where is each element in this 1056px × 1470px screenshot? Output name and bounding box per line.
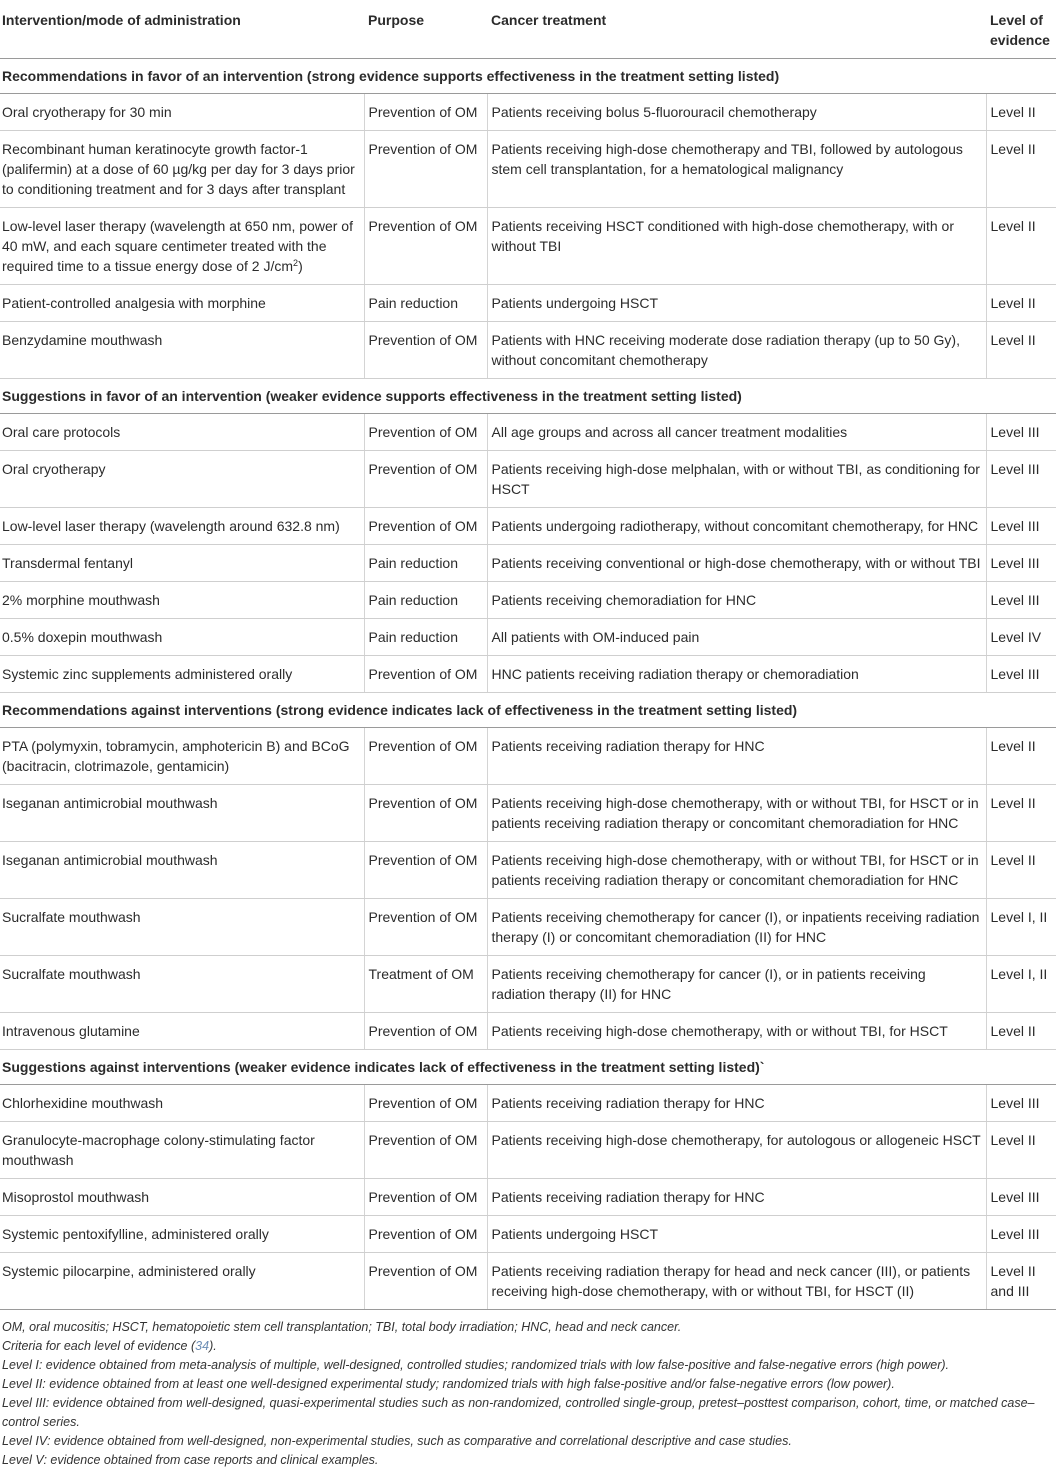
cell-purpose: Prevention of OM: [364, 656, 487, 693]
cell-cancer-treatment: Patients receiving radiation therapy for HNC: [487, 1085, 986, 1122]
table-row: [0, 451, 1056, 508]
intervention-text: Transdermal fentanyl: [2, 555, 133, 571]
table-row: [0, 131, 1056, 208]
cell-level-of-evidence: Level III: [986, 451, 1056, 508]
intervention-text: Sucralfate mouthwash: [2, 966, 141, 982]
table-row: [0, 322, 1056, 379]
cell-intervention: [0, 508, 364, 545]
cell-intervention: [0, 728, 364, 785]
footnote-level-3: Level III: evidence obtained from well-designed, quasi-experimental studies such as non-randomized, controlled single-group, pretest–posttest comparison, cohort, time, or matched case–control series.: [2, 1396, 1035, 1429]
table-row: [0, 545, 1056, 582]
section-header-row: [0, 59, 1056, 94]
intervention-superscript: 2: [293, 258, 299, 268]
cell-level-of-evidence: Level I, II: [986, 956, 1056, 1013]
table-row: [0, 1253, 1056, 1310]
intervention-text: Systemic pentoxifylline, administered orally: [2, 1226, 269, 1242]
cell-intervention: [0, 785, 364, 842]
cell-level-of-evidence: Level II: [986, 1013, 1056, 1050]
cell-intervention: [0, 619, 364, 656]
cell-purpose: Prevention of OM: [364, 785, 487, 842]
table-row: [0, 1085, 1056, 1122]
cell-purpose: Treatment of OM: [364, 956, 487, 1013]
cell-cancer-treatment: Patients with HNC receiving moderate dose radiation therapy (up to 50 Gy), without concomitant chemotherapy: [487, 322, 986, 379]
cell-cancer-treatment: Patients receiving chemoradiation for HNC: [487, 582, 986, 619]
footnote-level-5: Level V: evidence obtained from case reports and clinical examples.: [2, 1453, 379, 1467]
intervention-text: 0.5% doxepin mouthwash: [2, 629, 163, 645]
cell-intervention: [0, 1253, 364, 1310]
intervention-text: Low-level laser therapy (wavelength around 632.8 nm): [2, 518, 340, 534]
table-row: [0, 656, 1056, 693]
cell-intervention: [0, 1013, 364, 1050]
header-intervention: Intervention/mode of administration: [0, 0, 364, 59]
cell-cancer-treatment: Patients receiving HSCT conditioned with high-dose chemotherapy, with or without TBI: [487, 208, 986, 285]
cell-level-of-evidence: Level IV: [986, 619, 1056, 656]
cell-cancer-treatment: Patients undergoing HSCT: [487, 1216, 986, 1253]
intervention-text: Misoprostol mouthwash: [2, 1189, 150, 1205]
cell-purpose: Pain reduction: [364, 545, 487, 582]
intervention-text: Patient-controlled analgesia with morphine: [2, 295, 266, 311]
footnote-abbreviations: OM, oral mucositis; HSCT, hematopoietic stem cell transplantation; TBI, total body irradiation; HNC, head and neck cancer.: [2, 1320, 682, 1334]
cell-purpose: Prevention of OM: [364, 1013, 487, 1050]
cell-cancer-treatment: Patients receiving chemotherapy for cancer (I), or in patients receiving radiation therapy (II) for HNC: [487, 956, 986, 1013]
cell-purpose: Prevention of OM: [364, 1085, 487, 1122]
intervention-text: Sucralfate mouthwash: [2, 909, 141, 925]
cell-intervention: [0, 1216, 364, 1253]
table-row: [0, 956, 1056, 1013]
cell-level-of-evidence: Level II: [986, 322, 1056, 379]
header-purpose: Purpose: [364, 0, 487, 59]
cell-intervention: [0, 131, 364, 208]
cell-cancer-treatment: All patients with OM-induced pain: [487, 619, 986, 656]
intervention-text: Systemic pilocarpine, administered orally: [2, 1263, 256, 1279]
intervention-text: Oral cryotherapy: [2, 461, 106, 477]
table-row: [0, 208, 1056, 285]
cell-intervention: [0, 451, 364, 508]
cell-purpose: Prevention of OM: [364, 899, 487, 956]
cell-cancer-treatment: Patients receiving radiation therapy for HNC: [487, 1179, 986, 1216]
criteria-reference-link[interactable]: 34: [195, 1339, 210, 1353]
cell-intervention: [0, 1122, 364, 1179]
intervention-text: Benzydamine mouthwash: [2, 332, 163, 348]
cell-level-of-evidence: Level III: [986, 656, 1056, 693]
cell-level-of-evidence: Level II: [986, 285, 1056, 322]
cell-cancer-treatment: Patients receiving radiation therapy for head and neck cancer (III), or patients receiving high-dose chemotherapy, with or without TBI, for HSCT (II): [487, 1253, 986, 1310]
section-header-row: [0, 379, 1056, 414]
footnote-criteria: [2, 1337, 1054, 1356]
cell-level-of-evidence: Level II: [986, 785, 1056, 842]
section-header-row: [0, 693, 1056, 728]
cell-purpose: Prevention of OM: [364, 1216, 487, 1253]
cell-cancer-treatment: Patients undergoing HSCT: [487, 285, 986, 322]
cell-purpose: Prevention of OM: [364, 451, 487, 508]
cell-intervention: [0, 899, 364, 956]
cell-intervention: [0, 322, 364, 379]
cell-cancer-treatment: Patients receiving conventional or high-dose chemotherapy, with or without TBI: [487, 545, 986, 582]
table-row: [0, 1216, 1056, 1253]
section-title: Suggestions in favor of an intervention (weaker evidence supports effectiveness in the treatment setting listed): [0, 379, 1056, 414]
cell-cancer-treatment: All age groups and across all cancer treatment modalities: [487, 414, 986, 451]
table-row: [0, 1122, 1056, 1179]
cell-level-of-evidence: Level II: [986, 728, 1056, 785]
cell-level-of-evidence: Level III: [986, 1216, 1056, 1253]
table-row: [0, 582, 1056, 619]
table-row: [0, 1013, 1056, 1050]
cell-intervention: [0, 545, 364, 582]
cell-cancer-treatment: Patients receiving high-dose chemotherapy, with or without TBI, for HSCT or in patients receiving radiation therapy or concomitant chemoradiation for HNC: [487, 842, 986, 899]
cell-level-of-evidence: Level II: [986, 131, 1056, 208]
cell-intervention: [0, 94, 364, 131]
table-body: [0, 59, 1056, 1310]
header-level-of-evidence: Level of evidence: [986, 0, 1056, 59]
table-row: [0, 1179, 1056, 1216]
cell-level-of-evidence: Level II: [986, 94, 1056, 131]
cell-level-of-evidence: Level II: [986, 842, 1056, 899]
table-row: [0, 619, 1056, 656]
table-row: [0, 728, 1056, 785]
cell-cancer-treatment: Patients receiving high-dose melphalan, with or without TBI, as conditioning for HSCT: [487, 451, 986, 508]
table-row: [0, 842, 1056, 899]
intervention-text: Intravenous glutamine: [2, 1023, 140, 1039]
cell-purpose: Prevention of OM: [364, 1122, 487, 1179]
cell-purpose: Prevention of OM: [364, 322, 487, 379]
cell-intervention: [0, 208, 364, 285]
cell-purpose: Prevention of OM: [364, 508, 487, 545]
cell-purpose: Prevention of OM: [364, 842, 487, 899]
footnote-level-1: Level I: evidence obtained from meta-analysis of multiple, well-designed, controlled studies; randomized trials with low false-positive and false-negative errors (high power).: [2, 1358, 949, 1372]
cell-cancer-treatment: Patients receiving chemotherapy for cancer (I), or inpatients receiving radiation therapy (I) or concomitant chemoradiation (II) for HNC: [487, 899, 986, 956]
cell-level-of-evidence: Level III: [986, 1085, 1056, 1122]
intervention-text: Oral cryotherapy for 30 min: [2, 104, 172, 120]
table-row: [0, 414, 1056, 451]
intervention-text: Recombinant human keratinocyte growth factor-1 (palifermin) at a dose of 60 µg/kg per day for 3 days prior to conditioning treatment and for 3 days after transplant: [2, 141, 355, 197]
criteria-prefix: Criteria for each level of evidence (: [2, 1339, 196, 1353]
section-header-row: [0, 1050, 1056, 1085]
cell-intervention: [0, 656, 364, 693]
cell-level-of-evidence: Level II: [986, 208, 1056, 285]
cell-level-of-evidence: Level III: [986, 1179, 1056, 1216]
table-row: [0, 508, 1056, 545]
cell-level-of-evidence: Level II and III: [986, 1253, 1056, 1310]
section-title: Recommendations against interventions (strong evidence indicates lack of effectiveness in the treatment setting listed): [0, 693, 1056, 728]
cell-cancer-treatment: Patients receiving high-dose chemotherapy, for autologous or allogeneic HSCT: [487, 1122, 986, 1179]
cell-purpose: Prevention of OM: [364, 131, 487, 208]
table-row: [0, 285, 1056, 322]
intervention-text: Iseganan antimicrobial mouthwash: [2, 852, 218, 868]
cell-purpose: Pain reduction: [364, 619, 487, 656]
header-cancer-treatment: Cancer treatment: [487, 0, 986, 59]
cell-level-of-evidence: Level III: [986, 414, 1056, 451]
cell-purpose: Prevention of OM: [364, 728, 487, 785]
cell-cancer-treatment: Patients receiving high-dose chemotherapy, with or without TBI, for HSCT or in patients receiving radiation therapy or concomitant chemoradiation for HNC: [487, 785, 986, 842]
cell-purpose: Prevention of OM: [364, 94, 487, 131]
cell-intervention: [0, 285, 364, 322]
cell-intervention: [0, 582, 364, 619]
cell-level-of-evidence: Level I, II: [986, 899, 1056, 956]
cell-cancer-treatment: Patients receiving high-dose chemotherapy, with or without TBI, for HSCT: [487, 1013, 986, 1050]
intervention-text: Low-level laser therapy (wavelength at 650 nm, power of 40 mW, and each square centimeter treated with the required time to a tissue energy dose of 2 J/cm: [2, 218, 353, 274]
intervention-tail: ): [298, 258, 303, 274]
section-title: Recommendations in favor of an intervention (strong evidence supports effectiveness in the treatment setting listed): [0, 59, 1056, 94]
intervention-text: Iseganan antimicrobial mouthwash: [2, 795, 218, 811]
cell-level-of-evidence: Level III: [986, 508, 1056, 545]
cell-purpose: Pain reduction: [364, 582, 487, 619]
cell-intervention: [0, 414, 364, 451]
table-row: [0, 785, 1056, 842]
footnote-level-2: Level II: evidence obtained from at least one well-designed experimental study; randomized trials with high false-positive and/or false-negative errors (low power).: [2, 1377, 895, 1391]
cell-intervention: [0, 1179, 364, 1216]
cell-intervention: [0, 1085, 364, 1122]
cell-level-of-evidence: Level II: [986, 1122, 1056, 1179]
cell-cancer-treatment: Patients receiving high-dose chemotherapy and TBI, followed by autologous stem cell transplantation, for a hematological malignancy: [487, 131, 986, 208]
intervention-text: Systemic zinc supplements administered orally: [2, 666, 293, 682]
cell-purpose: Prevention of OM: [364, 414, 487, 451]
cell-cancer-treatment: Patients receiving radiation therapy for HNC: [487, 728, 986, 785]
table-footnotes: [0, 1310, 1056, 1470]
intervention-text: Chlorhexidine mouthwash: [2, 1095, 164, 1111]
intervention-text: Granulocyte-macrophage colony-stimulating factor mouthwash: [2, 1132, 315, 1168]
footnote-level-4: Level IV: evidence obtained from well-designed, non-experimental studies, such as comparative and correlational descriptive and case studies.: [2, 1434, 792, 1448]
cell-purpose: Prevention of OM: [364, 208, 487, 285]
criteria-suffix: ).: [209, 1339, 217, 1353]
cell-cancer-treatment: HNC patients receiving radiation therapy or chemoradiation: [487, 656, 986, 693]
cell-purpose: Prevention of OM: [364, 1179, 487, 1216]
cell-purpose: Pain reduction: [364, 285, 487, 322]
section-title: Suggestions against interventions (weaker evidence indicates lack of effectiveness in the treatment setting listed)`: [0, 1050, 1056, 1085]
cell-cancer-treatment: Patients receiving bolus 5-fluorouracil chemotherapy: [487, 94, 986, 131]
header-row: [0, 0, 1056, 59]
intervention-text: Oral care protocols: [2, 424, 121, 440]
cell-intervention: [0, 956, 364, 1013]
cell-intervention: [0, 842, 364, 899]
cell-level-of-evidence: Level III: [986, 545, 1056, 582]
cell-purpose: Prevention of OM: [364, 1253, 487, 1310]
table-row: [0, 94, 1056, 131]
cell-level-of-evidence: Level III: [986, 582, 1056, 619]
intervention-text: PTA (polymyxin, tobramycin, amphotericin B) and BCoG (bacitracin, clotrimazole, gentamicin): [2, 738, 350, 774]
cell-cancer-treatment: Patients undergoing radiotherapy, without concomitant chemotherapy, for HNC: [487, 508, 986, 545]
intervention-text: 2% morphine mouthwash: [2, 592, 160, 608]
table-row: [0, 899, 1056, 956]
